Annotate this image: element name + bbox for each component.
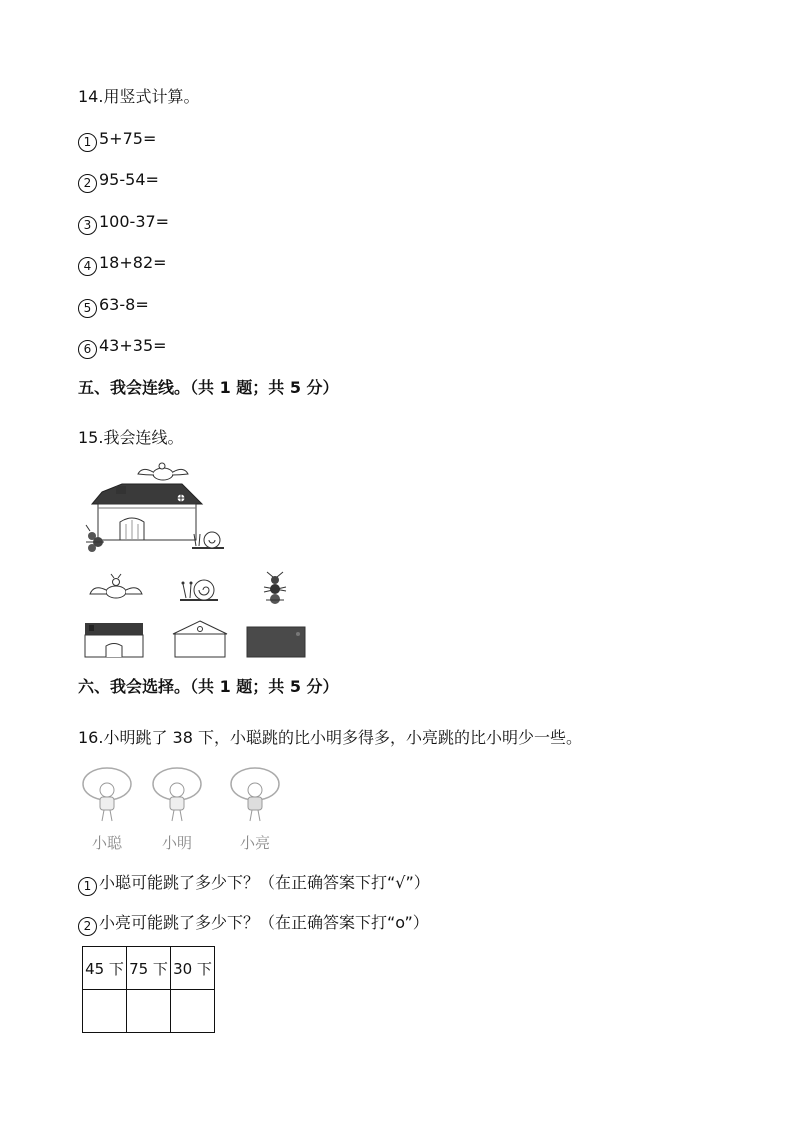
q15-title: 15.我会连线。 bbox=[78, 428, 184, 447]
table-header-cell: 45 下 bbox=[83, 947, 127, 990]
house-dark-roof-icon bbox=[84, 622, 144, 658]
expression: 43+35= bbox=[99, 336, 167, 355]
expression: 5+75= bbox=[99, 129, 157, 148]
q16-sub-2 bbox=[78, 913, 429, 936]
q14-item-3 bbox=[78, 212, 169, 235]
q14-item-5 bbox=[78, 295, 149, 318]
circled-number: 3 bbox=[78, 216, 97, 235]
q14-title: 14.用竖式计算。 bbox=[78, 87, 200, 106]
q14-item-1 bbox=[78, 129, 156, 152]
circled-number: 6 bbox=[78, 340, 97, 359]
snail-icon bbox=[178, 572, 222, 604]
q14-item-6 bbox=[78, 336, 167, 359]
circled-number: 1 bbox=[78, 877, 97, 896]
house-dark-box-icon bbox=[246, 626, 306, 658]
expression: 95-54= bbox=[99, 170, 159, 189]
jump-rope-kid-icon bbox=[78, 766, 136, 824]
answer-cell[interactable] bbox=[171, 990, 215, 1033]
answer-cell[interactable] bbox=[127, 990, 171, 1033]
kid-label-xiaoliang: 小亮 bbox=[240, 834, 271, 852]
question-text: 小聪可能跳了多少下？（在正确答案下打“√”） bbox=[99, 873, 430, 892]
circled-number: 1 bbox=[78, 133, 97, 152]
house-scene-illustration bbox=[80, 462, 240, 558]
snail-icon bbox=[192, 532, 224, 548]
circled-number: 4 bbox=[78, 257, 97, 276]
answer-cell[interactable] bbox=[83, 990, 127, 1033]
q14-item-2 bbox=[78, 170, 159, 193]
bird-icon bbox=[88, 574, 144, 604]
circled-number: 5 bbox=[78, 299, 97, 318]
expression: 63-8= bbox=[99, 295, 149, 314]
table-header-cell: 75 下 bbox=[127, 947, 171, 990]
q16-sub-1 bbox=[78, 873, 430, 896]
q14-item-4 bbox=[78, 253, 167, 276]
table-header-row bbox=[83, 947, 215, 990]
house-outline-icon bbox=[172, 620, 228, 658]
jump-rope-kid-icon bbox=[226, 766, 284, 824]
bird-icon bbox=[138, 463, 188, 480]
q16-title: 16.小明跳了 38 下，小聪跳的比小明多得多，小亮跳的比小明少一些。 bbox=[78, 728, 582, 747]
table-answer-row bbox=[83, 990, 215, 1033]
circled-number: 2 bbox=[78, 917, 97, 936]
answer-table bbox=[82, 946, 215, 1033]
section5-heading: 五、我会连线。（共 1 题；共 5 分） bbox=[78, 378, 339, 397]
jump-rope-kid-icon bbox=[148, 766, 206, 824]
table-header-cell: 30 下 bbox=[171, 947, 215, 990]
question-text: 小亮可能跳了多少下？（在正确答案下打“o”） bbox=[99, 913, 429, 932]
section6-heading: 六、我会选择。（共 1 题；共 5 分） bbox=[78, 677, 339, 696]
kid-label-xiaocong: 小聪 bbox=[92, 834, 123, 852]
expression: 18+82= bbox=[99, 253, 167, 272]
expression: 100-37= bbox=[99, 212, 170, 231]
kid-label-xiaoming: 小明 bbox=[162, 834, 193, 852]
ant-icon bbox=[258, 572, 292, 606]
circled-number: 2 bbox=[78, 174, 97, 193]
